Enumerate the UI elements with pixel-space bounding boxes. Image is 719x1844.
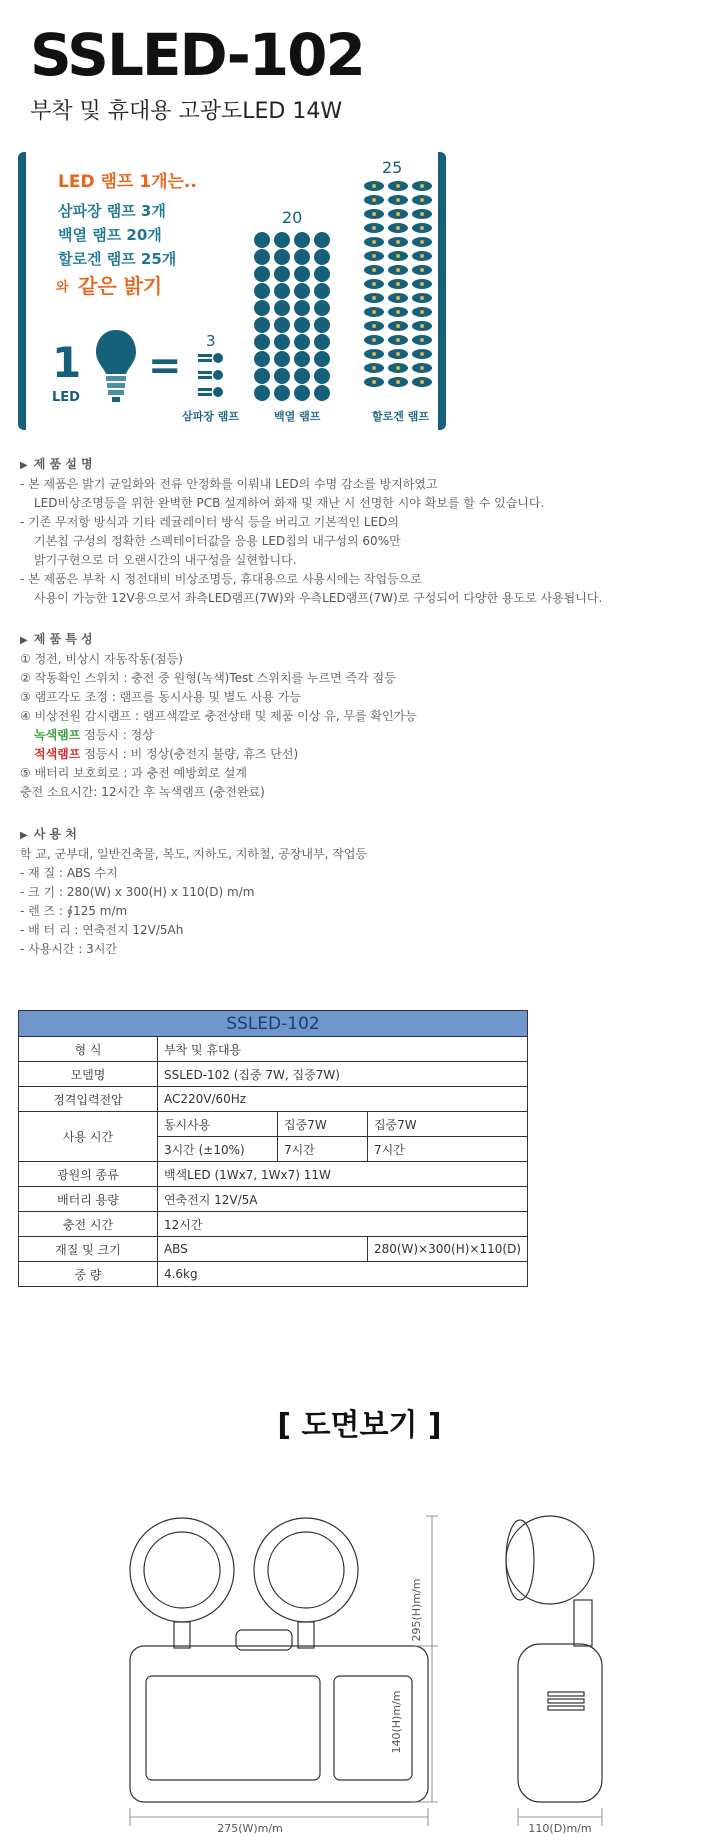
description-line: LED비상조명등을 위한 완벽한 PCB 설계하여 화재 및 재난 시 선명한 시야 확보를 할 수 있습니다.: [34, 496, 545, 510]
banner-one: 1: [52, 338, 82, 387]
feature-item: ③ 램프각도 조정 : 램프를 동시사용 및 별도 사용 가능: [20, 690, 301, 704]
led-bulb-icon: [94, 328, 138, 404]
description-line: 밝기구현으로 더 오랜시간의 내구성을 실현합니다.: [34, 553, 297, 567]
table-row: [19, 1011, 528, 1037]
usage-line: - 배 터 리 : 연축전지 12V/5Ah: [20, 923, 184, 937]
brightness-comparison-banner: [18, 152, 446, 430]
table-row: [19, 1037, 528, 1062]
banner-caption-halogen: 할로겐 램프: [372, 410, 429, 423]
spec-table-title: SSLED-102: [19, 1011, 528, 1037]
usage-heading: ▶ 사 용 처: [20, 827, 77, 841]
feature-red-lamp: 적색램프 점등시 : 비 정상(충전지 불량, 휴즈 단선): [34, 747, 299, 761]
spec-label: 사용 시간: [19, 1112, 158, 1162]
description-line: 사용이 가능한 12V용으로서 좌측LED램프(7W)와 우측LED램프(7W)로 구성되어 다양한 용도로 사용됩니다.: [34, 591, 603, 605]
spec-value: 12시간: [157, 1212, 527, 1237]
spec-label: 광원의 종류: [19, 1162, 158, 1187]
table-row: [19, 1162, 528, 1187]
usage-line: - 크 기 : 280(W) x 300(H) x 110(D) m/m: [20, 885, 255, 899]
spec-label: 충전 시간: [19, 1212, 158, 1237]
green-lamp-label: 녹색램프: [34, 728, 81, 742]
spec-label: 정격입력전압: [19, 1087, 158, 1112]
feature-item: ④ 비상전원 감시램프 : 램프색깔로 충전상태 및 제품 이상 유, 무를 확인가능: [20, 709, 417, 723]
usage-line: 학 교, 군부대, 일반건축물, 복도, 지하도, 지하철, 공장내부, 작업등: [20, 847, 368, 861]
spec-label: 형 식: [19, 1037, 158, 1062]
feature-item: ① 정전, 비상시 자동작동(점등): [20, 652, 183, 666]
left-lamp-head: [130, 1518, 234, 1622]
spec-value: 연축전지 12V/5A: [157, 1187, 527, 1212]
table-row: [19, 1062, 528, 1087]
usage-section: [20, 825, 367, 959]
table-row: [19, 1237, 528, 1262]
description-line: 기본칩 구성의 정확한 스펙테이터값을 응용 LED칩의 내구성의 60%만: [34, 534, 401, 548]
red-lamp-label: 적색램프: [34, 747, 81, 761]
usage-line: - 사용시간 : 3시간: [20, 942, 118, 956]
spec-value: AC220V/60Hz: [157, 1087, 527, 1112]
product-model-title: SSLED-102: [30, 21, 364, 89]
spec-label: 중 량: [19, 1262, 158, 1287]
description-heading: ▶ 제 품 설 명: [20, 457, 93, 471]
spec-value: 7시간: [278, 1137, 368, 1162]
spec-value: SSLED-102 (집중 7W, 집중7W): [157, 1062, 527, 1087]
usage-line: - 재 질 : ABS 수지: [20, 866, 118, 880]
spec-value: 백색LED (1Wx7, 1Wx7) 11W: [157, 1162, 527, 1187]
spec-value: 280(W)×300(H)×110(D): [367, 1237, 527, 1262]
banner-caption-incandescent: 백열 램프: [274, 410, 321, 423]
right-lamp-head: [254, 1518, 358, 1622]
spec-value: 집중7W: [367, 1112, 527, 1137]
dim-depth-label: 110(D)m/m: [528, 1822, 592, 1835]
banner-equals: =: [148, 343, 182, 389]
incandescent-lamp-group-icon: [252, 232, 332, 408]
table-row: [19, 1187, 528, 1212]
product-description-section: [20, 455, 602, 608]
feature-item: ② 작동확인 스위치 : 충전 중 원형(녹색)Test 스위치를 누르면 즉각 점등: [20, 671, 396, 685]
description-line: - 본 제품은 부착 시 정전대비 비상조명등, 휴대용으로 사용시에는 작업등으로: [20, 572, 422, 586]
banner-led-label: LED: [52, 390, 80, 405]
spec-label: 재질 및 크기: [19, 1237, 158, 1262]
spec-value: 부착 및 휴대용: [157, 1037, 527, 1062]
drawing-title: [ 도면보기 ]: [277, 1408, 442, 1443]
spec-value: 4.6kg: [157, 1262, 527, 1287]
front-body: [130, 1646, 428, 1802]
description-line: - 본 제품은 밝기 균일화와 전류 안정화를 이뤄내 LED의 수명 감소를 방지하였고: [20, 477, 438, 491]
table-row: [19, 1262, 528, 1287]
side-body: [518, 1644, 602, 1802]
banner-wa: 와: [56, 280, 69, 295]
banner-caption-3wave: 삼파장 램프: [182, 410, 239, 423]
feature-item: ⑤ 배터리 보호회로 : 과 충전 예방회로 설계: [20, 766, 247, 780]
side-lamp-head: [506, 1516, 594, 1604]
table-row: [19, 1087, 528, 1112]
spec-value: 7시간: [367, 1137, 527, 1162]
feature-green-lamp: 녹색램프 점등시 : 정상: [34, 728, 154, 742]
table-row: [19, 1212, 528, 1237]
banner-same-brightness: 같은 밝기: [78, 274, 163, 298]
product-subtitle: 부착 및 휴대용 고광도LED 14W: [30, 99, 343, 124]
table-row: [19, 1112, 528, 1137]
banner-count-3: 3: [206, 332, 216, 350]
usage-line: - 렌 즈 : ∮125 m/m: [20, 904, 128, 918]
3wave-lamp-group-icon: [194, 352, 226, 404]
spec-label: 배터리 용량: [19, 1187, 158, 1212]
spec-value: 동시사용: [157, 1112, 277, 1137]
banner-incandescent-line: 백열 램프 20개: [58, 226, 162, 244]
banner-count-25: 25: [382, 158, 403, 177]
spec-table: [18, 1010, 528, 1287]
dim-height-total-label: 295(H)m/m: [410, 1578, 423, 1642]
product-features-section: [20, 630, 417, 802]
banner-count-20: 20: [282, 208, 303, 227]
dim-width-label: 275(W)m/m: [217, 1822, 283, 1835]
spec-value: 집중7W: [278, 1112, 368, 1137]
banner-halogen-line: 할로겐 램프 25개: [58, 250, 177, 268]
halogen-lamp-group-icon: [362, 180, 438, 406]
spec-label: 모델명: [19, 1062, 158, 1087]
dim-height-body-label: 140(H)m/m: [390, 1690, 403, 1754]
technical-drawing: [0, 1460, 719, 1840]
description-line: - 기존 무저항 방식과 기타 레귤레이터 방식 등을 버리고 기본적인 LED의: [20, 515, 399, 529]
spec-value: 3시간 (±10%): [157, 1137, 277, 1162]
features-heading: ▶ 제 품 특 성: [20, 632, 93, 646]
banner-3wave-line: 삼파장 램프 3개: [58, 202, 166, 220]
banner-led-line: LED 램프 1개는..: [58, 172, 197, 192]
spec-value: ABS: [157, 1237, 367, 1262]
feature-item: 충전 소요시간: 12시간 후 녹색램프 (충전완료): [20, 785, 265, 799]
